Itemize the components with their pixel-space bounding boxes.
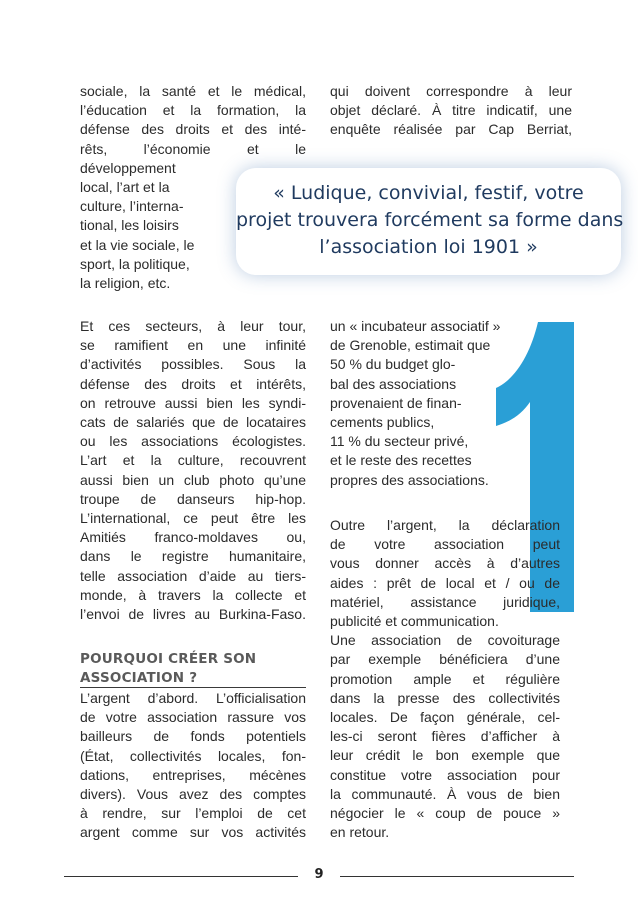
- right-column-body: [330, 317, 538, 490]
- section-heading-underline: [80, 687, 306, 688]
- text-line: l’association loi 1901 »: [319, 236, 538, 258]
- text-line: publicité et communication.: [330, 613, 499, 630]
- text-line: « Ludique, convivial, festif, votre: [273, 182, 584, 204]
- text-line: négocier le « coup de pouce »: [330, 805, 560, 822]
- text-line: objet déclaré. À titre indicatif, une: [330, 102, 572, 119]
- text-line: ASSOCIATION ?: [80, 670, 198, 686]
- left-column-body: [80, 317, 306, 624]
- text-line: cements publics,: [330, 414, 435, 431]
- text-line: les-ci seront fières d’afficher à: [330, 728, 560, 745]
- text-line: développement: [80, 159, 176, 176]
- text-line: propres des associations.: [330, 471, 489, 488]
- text-line: en retour.: [330, 824, 390, 841]
- text-line: argent comme sur vos activités: [80, 824, 306, 841]
- text-line: matériel, assistance juridique,: [330, 593, 560, 610]
- text-line: l’envoi de livres au Burkina-Faso.: [80, 606, 306, 623]
- text-line: défense des droits et intérêts,: [80, 375, 306, 392]
- text-line: dations, entreprises, mécènes: [80, 766, 306, 783]
- text-line: telle association d’aide au tiers-: [80, 567, 306, 584]
- text-line: L’argent d’abord. L’officialisation: [80, 690, 306, 706]
- page-number: 9: [314, 867, 324, 882]
- text-line: 11 % du secteur privé,: [330, 433, 469, 450]
- text-line: la religion, etc.: [80, 275, 171, 292]
- text-line: de Grenoble, estimait que: [330, 337, 491, 354]
- text-line: (État, collectivités locales, fon-: [80, 747, 306, 764]
- text-line: troupe de danseurs hip-hop.: [80, 490, 306, 507]
- text-line: bal des associations: [330, 375, 457, 392]
- text-line: dans le registre humanitaire,: [80, 548, 306, 565]
- text-line: dans la presse des collectivités: [330, 689, 560, 706]
- right-column-body-continued: [330, 516, 560, 842]
- text-line: projet trouvera forcément sa forme dans: [236, 209, 624, 231]
- text-line: enquête réalisée par Cap Berriat,: [330, 121, 572, 138]
- text-line: rêts, l’économie et le: [80, 140, 306, 157]
- text-line: POURQUOI CRÉER SON: [80, 651, 257, 667]
- text-line: divers). Vous avez des comptes: [80, 786, 306, 803]
- section-heading: [80, 650, 306, 688]
- text-line: constitue votre association pour: [330, 766, 560, 783]
- text-line: de votre association peut: [330, 536, 560, 553]
- text-line: L’art et la culture, recouvrent: [80, 452, 306, 469]
- text-line: qui doivent correspondre à leur: [330, 83, 572, 99]
- text-line: Et ces secteurs, à leur tour,: [80, 318, 306, 334]
- text-line: ou les associations écologistes.: [80, 433, 306, 450]
- text-line: on retrouve aussi bien les syndi-: [80, 394, 306, 411]
- text-line: Une association de covoiturage: [330, 632, 560, 649]
- text-line: provenaient de finan-: [330, 394, 462, 411]
- text-line: à rendre, sur l’emploi de cet: [80, 805, 306, 822]
- text-line: promotion ample et régulière: [330, 670, 560, 687]
- text-line: aides : prêt de local et / ou de: [330, 574, 560, 591]
- text-line: tional, les loisirs: [80, 217, 179, 234]
- text-line: défense des droits et des inté-: [80, 121, 306, 138]
- text-line: de votre association rassure vos: [80, 709, 306, 726]
- text-line: d’activités possibles. Sous la: [80, 356, 306, 373]
- text-line: vous donner accès à d’autres: [330, 555, 560, 572]
- footer-rule-left: [64, 876, 298, 877]
- text-line: l’éducation et la formation, la: [80, 102, 306, 119]
- text-line: L’international, ce peut être les: [80, 510, 306, 527]
- text-line: Amitiés franco-moldaves ou,: [80, 529, 306, 546]
- text-line: et le reste des recettes: [330, 452, 472, 469]
- text-line: 50 % du budget glo-: [330, 356, 456, 373]
- text-line: bailleurs de fonds potentiels: [80, 728, 306, 745]
- text-line: et la vie sociale, le: [80, 236, 195, 253]
- text-line: se ramifient en une infinité: [80, 337, 306, 354]
- pull-quote: [236, 180, 624, 261]
- text-line: monde, à travers la collecte et: [80, 586, 306, 603]
- text-line: aussi bien un club photo qu’une: [80, 471, 306, 488]
- text-line: la communauté. À vous de bien: [330, 785, 560, 802]
- footer-rule-right: [340, 876, 574, 877]
- text-line: local, l’art et la: [80, 179, 170, 196]
- text-line: cats de salariés que de locataires: [80, 414, 306, 431]
- text-line: locales. De façon générale, cel-: [330, 709, 560, 726]
- text-line: par exemple bénéficiera d’une: [330, 651, 560, 668]
- text-line: leur crédit le bon exemple que: [330, 747, 560, 764]
- text-line: Outre l’argent, la déclaration: [330, 517, 560, 533]
- text-line: sociale, la santé et le médical,: [80, 83, 306, 99]
- text-line: un « incubateur associatif »: [330, 318, 501, 334]
- text-line: culture, l’interna-: [80, 198, 184, 215]
- left-column-section-text: [80, 689, 306, 843]
- text-line: sport, la politique,: [80, 255, 190, 272]
- right-column-intro: [330, 82, 572, 140]
